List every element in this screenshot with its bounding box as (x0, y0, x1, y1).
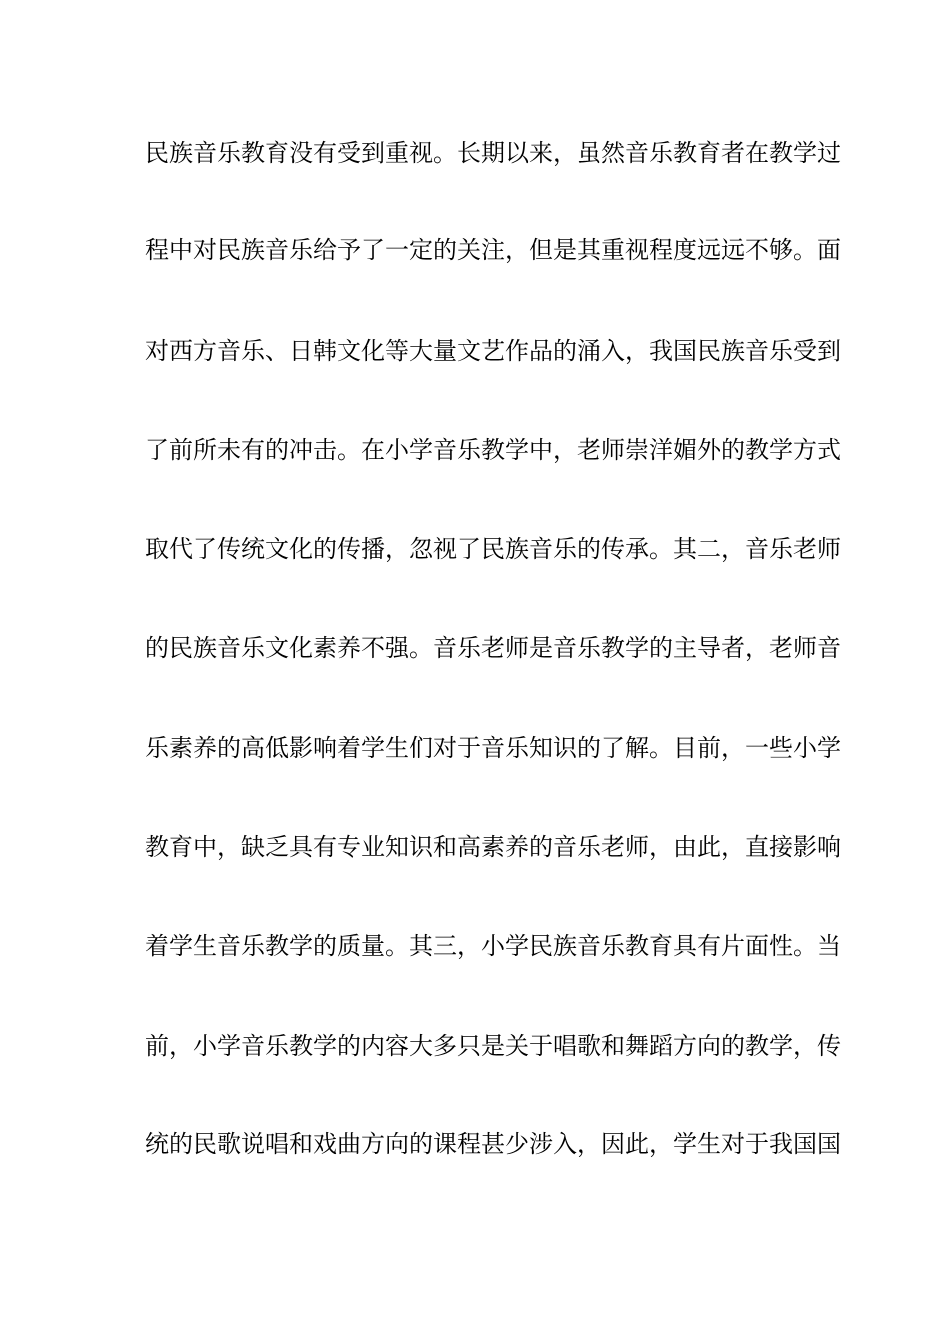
text-line-2: 程中对民族音乐给予了一定的关注，但是其重视程度远远不够。面 (145, 236, 841, 264)
text-line-6: 的民族音乐文化素养不强。音乐老师是音乐教学的主导者，老师音 (145, 634, 841, 662)
text-line-11: 统的民歌说唱和戏曲方向的课程甚少涉入，因此，学生对于我国国 (145, 1130, 841, 1158)
text-line-8: 教育中，缺乏具有专业知识和高素养的音乐老师，由此，直接影响 (145, 833, 841, 861)
text-line-3: 对西方音乐、日韩文化等大量文艺作品的涌入，我国民族音乐受到 (145, 337, 841, 365)
text-line-9: 着学生音乐教学的质量。其三，小学民族音乐教育具有片面性。当 (145, 932, 841, 960)
text-line-7: 乐素养的高低影响着学生们对于音乐知识的了解。目前，一些小学 (145, 734, 841, 762)
text-line-10: 前，小学音乐教学的内容大多只是关于唱歌和舞蹈方向的教学，传 (145, 1032, 841, 1060)
text-line-1: 民族音乐教育没有受到重视。长期以来，虽然音乐教育者在教学过 (145, 139, 841, 167)
text-line-5: 取代了传统文化的传播，忽视了民族音乐的传承。其二，音乐老师 (145, 535, 841, 563)
text-line-4: 了前所未有的冲击。在小学音乐教学中，老师崇洋媚外的教学方式 (145, 436, 841, 464)
